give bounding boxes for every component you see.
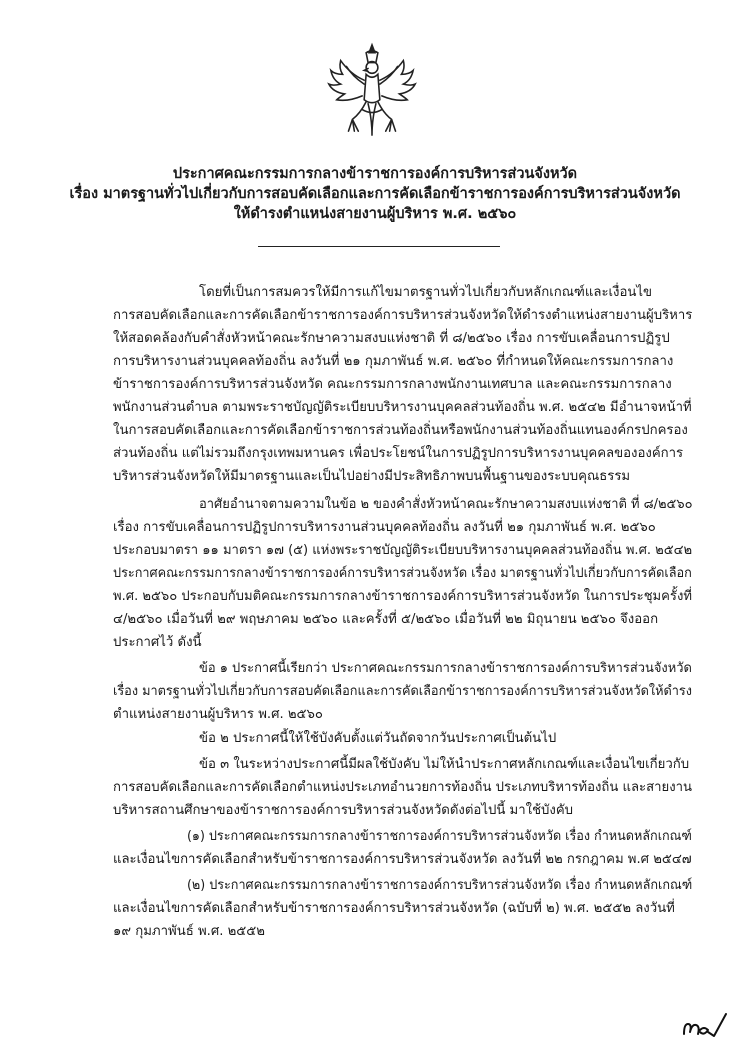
document-title: ประกาศคณะกรรมการกลางข้าราชการองค์การบริหารส่วนจังหวัด — [172, 166, 578, 182]
item-1-line: (๑) ประกาศคณะกรรมการกลางข้าราชการองค์การบริหารส่วนจังหวัด เรื่อง กำหนดหลักเกณฑ์ — [187, 829, 692, 844]
handwritten-initials-icon — [678, 1010, 730, 1044]
paragraph-1-line: พนักงานส่วนตำบล ตามพระราชบัญญัติระเบียบบริหารงานบุคคลส่วนท้องถิ่น พ.ศ. ๒๕๔๒ มีอำนาจหน้าที่ — [113, 400, 692, 415]
title-divider — [258, 246, 500, 247]
clause-2-line: ข้อ ๒ ประกาศนี้ให้ใช้บังคับตั้งแต่วันถัดจากวันประกาศเป็นต้นไป — [199, 731, 557, 746]
document-subject-continued: ให้ดำรงตำแหน่งสายงานผู้บริหาร พ.ศ. ๒๕๖๐ — [233, 206, 517, 222]
paragraph-1-line: การบริหารงานส่วนบุคคลท้องถิ่น ลงวันที่ ๒๑ กุมภาพันธ์ พ.ศ. ๒๕๖๐ ที่กำหนดให้คณะกรรมการกลาง — [113, 354, 674, 369]
item-2-line: และเงื่อนไขการคัดเลือกสำหรับข้าราชการองค์การบริหารส่วนจังหวัด (ฉบับที่ ๒) พ.ศ. ๒๕๕๒ ลงวันที่ — [113, 901, 675, 916]
clause-1-line: เรื่อง มาตรฐานทั่วไปเกี่ยวกับการสอบคัดเลือกและการคัดเลือกข้าราชการองค์การบริหารส่วนจังหวัดให้ดำรง — [113, 684, 692, 699]
paragraph-2-line: เรื่อง การขับเคลื่อนการปฏิรูปการบริหารงานส่วนบุคคลท้องถิ่น ลงวันที่ ๒๑ กุมภาพันธ์ พ.ศ. ๒๕๖๐ — [113, 520, 656, 535]
paragraph-2-line: ประกอบมาตรา ๑๑ มาตรา ๑๗ (๕) แห่งพระราชบัญญัติระเบียบบริหารงานบุคคลส่วนท้องถิ่น พ.ศ. ๒๕๔๒ — [113, 543, 693, 558]
clause-1-line: ตำแหน่งสายงานผู้บริหาร พ.ศ. ๒๕๖๐ — [113, 707, 323, 722]
paragraph-1-line: ส่วนท้องถิ่น แต่ไม่รวมถึงกรุงเทพมหานคร เพื่อประโยชน์ในการปฏิรูปการบริหารงานบุคคลขององค์การ — [113, 446, 684, 461]
paragraph-1-line: บริหารส่วนจังหวัดให้มีมาตรฐานและเป็นไปอย่างมีประสิทธิภาพบนพื้นฐานของระบบคุณธรรม — [113, 469, 631, 484]
paragraph-1-line: ในการสอบคัดเลือกและการคัดเลือกข้าราชการส่วนท้องถิ่นหรือพนักงานส่วนท้องถิ่นแทนองค์กรปกครอง — [113, 423, 688, 438]
paragraph-2-line: ประกาศคณะกรรมการกลางข้าราชการองค์การบริหารส่วนจังหวัด เรื่อง มาตรฐานทั่วไปเกี่ยวกับการคัดเลือก — [113, 566, 692, 581]
clause-3-line: การสอบคัดเลือกและการคัดเลือกตำแหน่งประเภทอำนวยการท้องถิ่น ประเภทบริหารท้องถิ่น และสายงาน — [113, 780, 692, 795]
paragraph-2-line: ประกาศไว้ ดังนี้ — [113, 635, 202, 650]
item-2-line: (๒) ประกาศคณะกรรมการกลางข้าราชการองค์การบริหารส่วนจังหวัด เรื่อง กำหนดหลักเกณฑ์ — [187, 878, 693, 893]
item-2-line: ๑๙ กุมภาพันธ์ พ.ศ. ๒๕๕๒ — [113, 924, 265, 939]
paragraph-2-line: ๔/๒๕๖๐ เมื่อวันที่ ๒๙ พฤษภาคม ๒๕๖๐ และครั้งที่ ๕/๒๕๖๐ เมื่อวันที่ ๒๒ มิถุนายน ๒๕๖๐ จึงออก — [113, 612, 659, 627]
clause-3-line: ข้อ ๓ ในระหว่างประกาศนี้มีผลใช้บังคับ ไม่ให้นำประกาศหลักเกณฑ์และเงื่อนไขเกี่ยวกับ — [199, 757, 690, 772]
garuda-emblem-icon — [323, 40, 421, 140]
paragraph-2-line: พ.ศ. ๒๕๖๐ ประกอบกับมติคณะกรรมการกลางข้าราชการองค์การบริหารส่วนจังหวัด ในการประชุมครั้งที่ — [113, 589, 692, 604]
clause-1-line: ข้อ ๑ ประกาศนี้เรียกว่า ประกาศคณะกรรมการกลางข้าราชการองค์การบริหารส่วนจังหวัด — [199, 661, 692, 676]
paragraph-1-line: ให้สอดคล้องกับคำสั่งหัวหน้าคณะรักษาความสงบแห่งชาติ ที่ ๘/๒๕๖๐ เรื่อง การขับเคลื่อนการปฏิรูป — [113, 331, 670, 346]
clause-3-line: บริหารสถานศึกษาของข้าราชการองค์การบริหารส่วนจังหวัดดังต่อไปนี้ มาใช้บังคับ — [113, 803, 574, 818]
paragraph-1-line: ข้าราชการองค์การบริหารส่วนจังหวัด คณะกรรมการกลางพนักงานเทศบาล และคณะกรรมการกลาง — [113, 377, 672, 392]
document-subject: เรื่อง มาตรฐานทั่วไปเกี่ยวกับการสอบคัดเลือกและการคัดเลือกข้าราชการองค์การบริหารส่วนจังหวัด — [69, 186, 681, 202]
paragraph-1-line: โดยที่เป็นการสมควรให้มีการแก้ไขมาตรฐานทั่วไปเกี่ยวกับหลักเกณฑ์และเงื่อนไข — [199, 285, 653, 300]
paragraph-1-line: การสอบคัดเลือกและการคัดเลือกข้าราชการองค์การบริหารส่วนจังหวัดให้ดำรงตำแหน่งสายงานผู้บริหาร — [113, 308, 693, 323]
item-1-line: และเงื่อนไขการคัดเลือกสำหรับข้าราชการองค์การบริหารส่วนจังหวัด ลงวันที่ ๒๒ กรกฎาคม พ.ศ ๒๕๔๗ — [113, 852, 692, 867]
paragraph-2-line: อาศัยอำนาจตามความในข้อ ๒ ของคำสั่งหัวหน้าคณะรักษาความสงบแห่งชาติ ที่ ๘/๒๕๖๐ — [199, 497, 693, 512]
